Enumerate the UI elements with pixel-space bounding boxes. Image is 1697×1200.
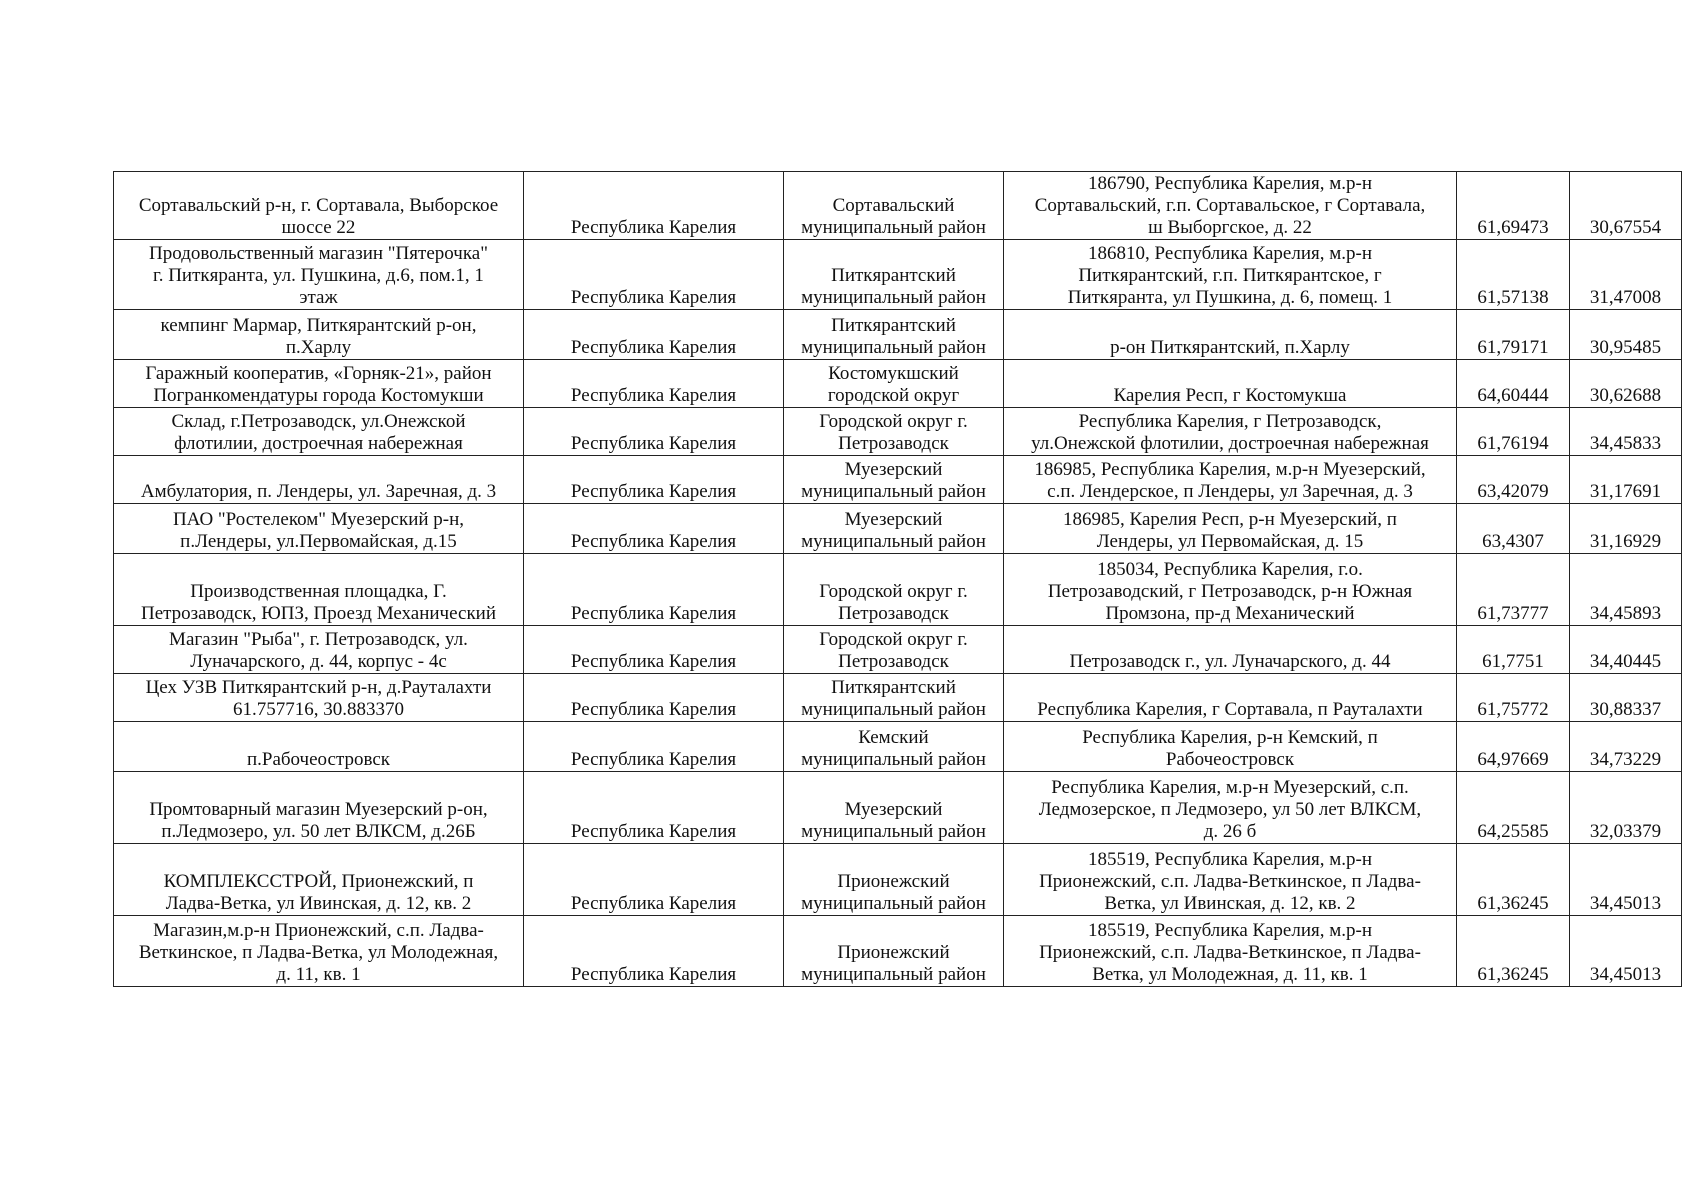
cell-latitude: 61,69473 (1457, 172, 1570, 240)
cell-address: Петрозаводск г., ул. Луначарского, д. 44 (1004, 626, 1457, 674)
cell-region: Республика Карелия (524, 772, 784, 844)
cell-region: Республика Карелия (524, 240, 784, 310)
cell-longitude: 32,03379 (1570, 772, 1682, 844)
cell-latitude: 64,25585 (1457, 772, 1570, 844)
cell-longitude: 34,45013 (1570, 916, 1682, 987)
cell-region: Республика Карелия (524, 554, 784, 626)
cell-longitude: 31,16929 (1570, 504, 1682, 554)
cell-district: Питкярантский муниципальный район (784, 674, 1004, 722)
cell-latitude: 61,76194 (1457, 408, 1570, 456)
cell-longitude: 34,45893 (1570, 554, 1682, 626)
cell-longitude: 30,95485 (1570, 310, 1682, 360)
table-row (114, 504, 1682, 554)
cell-region: Республика Карелия (524, 360, 784, 408)
table-row (114, 310, 1682, 360)
cell-region: Республика Карелия (524, 674, 784, 722)
cell-district: Питкярантский муниципальный район (784, 310, 1004, 360)
cell-district: Муезерский муниципальный район (784, 772, 1004, 844)
cell-address: Республика Карелия, г Сортавала, п Рауталахти (1004, 674, 1457, 722)
cell-district: Городской округ г. Петрозаводск (784, 626, 1004, 674)
cell-longitude: 34,40445 (1570, 626, 1682, 674)
cell-address: Республика Карелия, м.р-н Муезерский, с.п. Ледмозерское, п Ледмозеро, ул 50 лет ВЛКСМ, д. 26 б (1004, 772, 1457, 844)
cell-region: Республика Карелия (524, 844, 784, 916)
cell-object-name: Склад, г.Петрозаводск, ул.Онежской флотилии, достроечная набережная (114, 408, 524, 456)
cell-district: Муезерский муниципальный район (784, 456, 1004, 504)
cell-region: Республика Карелия (524, 456, 784, 504)
cell-longitude: 34,45833 (1570, 408, 1682, 456)
cell-region: Республика Карелия (524, 408, 784, 456)
cell-longitude: 34,45013 (1570, 844, 1682, 916)
cell-longitude: 30,62688 (1570, 360, 1682, 408)
cell-district: Муезерский муниципальный район (784, 504, 1004, 554)
cell-address: 186985, Республика Карелия, м.р-н Муезерский, с.п. Лендерское, п Лендеры, ул Заречная, д. 3 (1004, 456, 1457, 504)
cell-latitude: 63,4307 (1457, 504, 1570, 554)
cell-object-name: ПАО "Ростелеком" Муезерский р-н, п.Лендеры, ул.Первомайская, д.15 (114, 504, 524, 554)
cell-region: Республика Карелия (524, 310, 784, 360)
cell-longitude: 34,73229 (1570, 722, 1682, 772)
table-row (114, 844, 1682, 916)
cell-object-name: Продовольственный магазин "Пятерочка" г. Питкяранта, ул. Пушкина, д.6, пом.1, 1 этаж (114, 240, 524, 310)
cell-address: 186790, Республика Карелия, м.р-н Сортавальский, г.п. Сортавальское, г Сортавала, ш Выборгское, д. 22 (1004, 172, 1457, 240)
table-row (114, 916, 1682, 987)
cell-longitude: 31,17691 (1570, 456, 1682, 504)
cell-district: Питкярантский муниципальный район (784, 240, 1004, 310)
cell-address: р-он Питкярантский, п.Харлу (1004, 310, 1457, 360)
cell-object-name: п.Рабочеостровск (114, 722, 524, 772)
table-row (114, 626, 1682, 674)
cell-object-name: Цех УЗВ Питкярантский р-н, д.Рауталахти 61.757716, 30.883370 (114, 674, 524, 722)
cell-region: Республика Карелия (524, 504, 784, 554)
table-row (114, 456, 1682, 504)
cell-longitude: 30,88337 (1570, 674, 1682, 722)
cell-district: Прионежский муниципальный район (784, 844, 1004, 916)
cell-address: Республика Карелия, р-н Кемский, п Рабочеостровск (1004, 722, 1457, 772)
cell-region: Республика Карелия (524, 626, 784, 674)
cell-object-name: Гаражный кооператив, «Горняк-21», район Погранкомендатуры города Костомукши (114, 360, 524, 408)
cell-object-name: Магазин "Рыба", г. Петрозаводск, ул. Луначарского, д. 44, корпус - 4с (114, 626, 524, 674)
cell-address: 185519, Республика Карелия, м.р-н Прионежский, с.п. Ладва-Веткинское, п Ладва- Ветка, ул Молодежная, д. 11, кв. 1 (1004, 916, 1457, 987)
table-row (114, 674, 1682, 722)
cell-address: 185519, Республика Карелия, м.р-н Прионежский, с.п. Ладва-Веткинское, п Ладва- Ветка, ул Ивинская, д. 12, кв. 2 (1004, 844, 1457, 916)
cell-object-name: Амбулатория, п. Лендеры, ул. Заречная, д. 3 (114, 456, 524, 504)
cell-address: Карелия Респ, г Костомукша (1004, 360, 1457, 408)
cell-latitude: 63,42079 (1457, 456, 1570, 504)
cell-latitude: 61,36245 (1457, 916, 1570, 987)
cell-district: Городской округ г. Петрозаводск (784, 408, 1004, 456)
cell-latitude: 64,60444 (1457, 360, 1570, 408)
table-row (114, 554, 1682, 626)
table-row (114, 240, 1682, 310)
cell-latitude: 61,7751 (1457, 626, 1570, 674)
cell-region: Республика Карелия (524, 916, 784, 987)
cell-object-name: Промтоварный магазин Муезерский р-он, п.Ледмозеро, ул. 50 лет ВЛКСМ, д.26Б (114, 772, 524, 844)
cell-object-name: Сортавальский р-н, г. Сортавала, Выборское шоссе 22 (114, 172, 524, 240)
cell-object-name: Производственная площадка, Г. Петрозаводск, ЮПЗ, Проезд Механический (114, 554, 524, 626)
cell-latitude: 61,75772 (1457, 674, 1570, 722)
cell-district: Сортавальский муниципальный район (784, 172, 1004, 240)
cell-longitude: 31,47008 (1570, 240, 1682, 310)
cell-address: 186985, Карелия Респ, р-н Муезерский, п Лендеры, ул Первомайская, д. 15 (1004, 504, 1457, 554)
cell-district: Городской округ г. Петрозаводск (784, 554, 1004, 626)
cell-address: 185034, Республика Карелия, г.о. Петрозаводский, г Петрозаводск, р-н Южная Промзона, пр-д Механический (1004, 554, 1457, 626)
cell-address: Республика Карелия, г Петрозаводск, ул.Онежской флотилии, достроечная набережная (1004, 408, 1457, 456)
cell-region: Республика Карелия (524, 172, 784, 240)
cell-object-name: Магазин,м.р-н Прионежский, с.п. Ладва- Веткинское, п Ладва-Ветка, ул Молодежная, д. 11, кв. 1 (114, 916, 524, 987)
cell-district: Кемский муниципальный район (784, 722, 1004, 772)
cell-district: Костомукшский городской округ (784, 360, 1004, 408)
cell-latitude: 61,36245 (1457, 844, 1570, 916)
cell-object-name: КОМПЛЕКССТРОЙ, Прионежский, п Ладва-Ветка, ул Ивинская, д. 12, кв. 2 (114, 844, 524, 916)
cell-latitude: 61,79171 (1457, 310, 1570, 360)
table-row (114, 172, 1682, 240)
data-table (113, 171, 1682, 987)
cell-object-name: кемпинг Мармар, Питкярантский р-он, п.Харлу (114, 310, 524, 360)
cell-longitude: 30,67554 (1570, 172, 1682, 240)
cell-address: 186810, Республика Карелия, м.р-н Питкярантский, г.п. Питкярантское, г Питкяранта, ул Пушкина, д. 6, помещ. 1 (1004, 240, 1457, 310)
table-row (114, 722, 1682, 772)
table-body (114, 172, 1682, 987)
cell-latitude: 64,97669 (1457, 722, 1570, 772)
cell-latitude: 61,57138 (1457, 240, 1570, 310)
table-row (114, 408, 1682, 456)
table-row (114, 360, 1682, 408)
table-row (114, 772, 1682, 844)
cell-district: Прионежский муниципальный район (784, 916, 1004, 987)
cell-latitude: 61,73777 (1457, 554, 1570, 626)
cell-region: Республика Карелия (524, 722, 784, 772)
